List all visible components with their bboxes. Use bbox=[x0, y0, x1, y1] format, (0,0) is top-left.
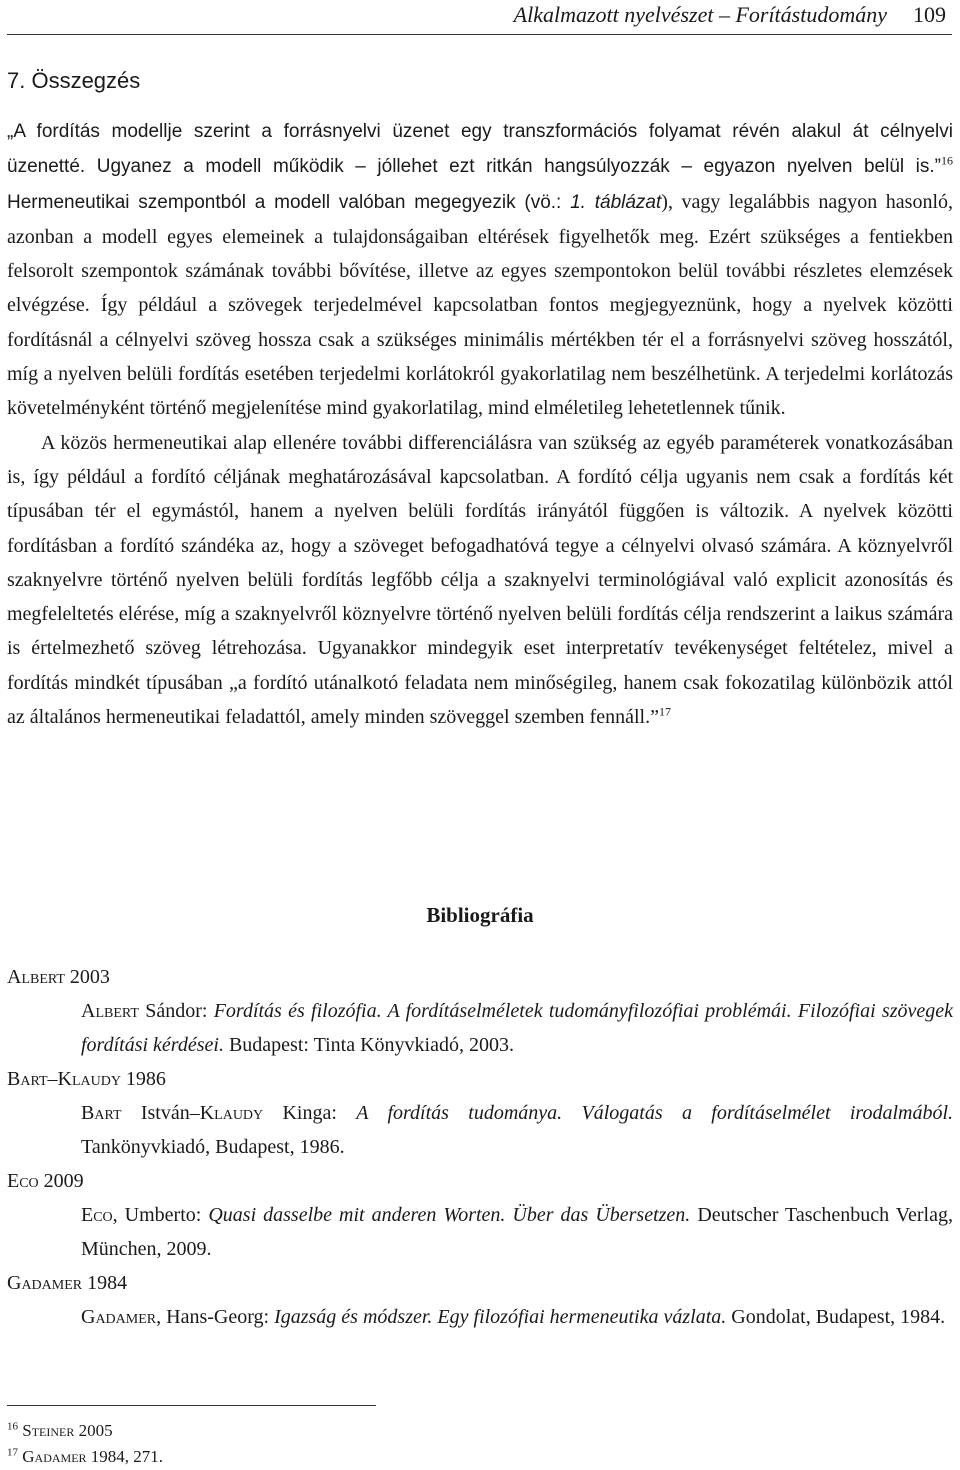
bib-entry-text bbox=[81, 1198, 953, 1266]
bib-entry bbox=[7, 1062, 953, 1164]
bib-entry bbox=[7, 960, 953, 1062]
bib-author-rest: Sándor: bbox=[138, 1000, 214, 1022]
footnote-16 bbox=[7, 1418, 163, 1444]
bibliography-list bbox=[7, 960, 953, 1334]
bib-entry bbox=[7, 1266, 953, 1334]
section-heading: 7. Összegzés bbox=[7, 68, 141, 93]
bib-title: Fordítás és filozófia. A fordításelméletek tudományfilozófiai problémái. Filozófiai szövegek fordítási kérdései. bbox=[81, 1000, 953, 1056]
bib-entry-text bbox=[81, 1096, 953, 1164]
table-reference: 1. táblázat bbox=[570, 191, 662, 213]
bib-publisher: Deutscher Taschenbuch Verlag, München, 2009. bbox=[81, 1204, 953, 1260]
bib-publisher: Budapest: Tinta Könyvkiadó, 2003. bbox=[223, 1034, 514, 1056]
footnote-text: Steiner 2005 bbox=[22, 1421, 113, 1440]
paragraph-1 bbox=[7, 114, 953, 426]
bibliography-heading: Bibliográfia bbox=[426, 903, 534, 927]
bib-title: A fordítás tudománya. Válogatás a fordításelmélet irodalmából. bbox=[356, 1102, 953, 1124]
footnote-rule bbox=[7, 1405, 376, 1406]
text-run: A közös hermeneutikai alap ellenére további differenciálásra van szükség az egyéb paraméterek vonatkozásában is, így például a fordító céljának meghatározásával kapcsolatban. A fordító célja ugyanis nem csak a fordítás két típusában tér el egymástól, hanem a nyelven belüli fordítás irányától függően is változik. A nyelvek közötti fordításban a fordító szándéka az, hogy a szöveget befogadhatóvá tegye a célnyelvi olvasó számára. A köznyelvről szaknyelvre történő nyelven belüli fordítás legfőbb célja a szaknyelvi terminológiával való explicit azonosítás és megfeleltetés elérése, míg a szaknyelvről köznyelvre történő nyelven belüli fordítás célja rendszerint a laikus számára is értelmezhető szöveg létrehozása. Ugyanakkor mindegyik eset interpretatív tevékenységet feltételez, mivel a fordítás mindkét típusában „a fordító utánalkotó feladata nem minőségileg, hanem csak fokozatilag különbözik attól az általános hermeneutikai feladattól, amely minden szöveggel szemben fennáll.” bbox=[7, 431, 953, 729]
bib-entry-key: Gadamer 1984 bbox=[7, 1272, 128, 1294]
text-run: Hermeneutikai szempontból a modell valóban megegyezik (vö.: bbox=[7, 191, 571, 213]
bib-author-rest: István– bbox=[121, 1102, 200, 1124]
bib-author-rest: , Hans-Georg: bbox=[156, 1306, 275, 1328]
quote-text: „A fordítás modellje szerint a forrásnyelvi üzenet egy transzformációs folyamat révén alakul át célnyelvi üzenetté. Ugyanez a modell működik – jóllehet ezt ritkán hangsúlyozzák – egyazon nyelven belül is.” bbox=[7, 121, 953, 178]
bib-author: Albert bbox=[81, 1000, 139, 1022]
footnote-17 bbox=[7, 1444, 163, 1470]
bib-title: Quasi dasselbe mit anderen Worten. Über das Übersetzen. bbox=[208, 1204, 691, 1226]
bib-entry bbox=[7, 1164, 953, 1266]
footnote-ref-17[interactable]: 17 bbox=[658, 704, 671, 719]
bib-entry-key: Bart–Klaudy 1986 bbox=[7, 1068, 166, 1090]
bib-entry-key: Eco 2009 bbox=[7, 1170, 84, 1192]
bib-author: Klaudy bbox=[199, 1102, 264, 1124]
paragraph-2 bbox=[7, 426, 953, 735]
bib-author-rest: , Umberto: bbox=[112, 1204, 209, 1226]
bib-entry-key: Albert 2003 bbox=[7, 966, 110, 988]
footnote-number: 17 bbox=[7, 1446, 18, 1459]
bib-author: Bart bbox=[81, 1102, 122, 1124]
bib-publisher: Gondolat, Budapest, 1984. bbox=[726, 1306, 946, 1328]
footnote-number: 16 bbox=[7, 1420, 18, 1433]
running-header bbox=[7, 2, 946, 32]
footnote-text: Gadamer 1984, 271. bbox=[22, 1447, 164, 1466]
bib-title: Igazság és módszer. Egy filozófiai hermeneutika vázlata. bbox=[274, 1306, 727, 1328]
bib-author: Eco bbox=[81, 1204, 113, 1226]
body-text bbox=[7, 114, 953, 734]
header-rule bbox=[7, 34, 952, 35]
text-run: ), vagy legalábbis nagyon hasonló, azonban a modell egyes elemeinek a tulajdonságaiban eltérések figyelhetők meg. Ezért szükséges a fentiekben felsorolt szempontok számának további bővítése, illetve az egyes szempontokon belül további részletes elemzések elvégzése. Így például a szövegek terjedelmével kapcsolatban fontos megjegyeznünk, hogy a nyelvek közötti fordításnál a célnyelvi szöveg hossza csak a szükséges minimális mértékben tér el a forrásnyelvi szöveg hosszától, míg a nyelven belüli fordítás esetében terjedelmi korlátokról gyakorlatilag nem beszélhetünk. A terjedelmi korlátozás követelményként történő megjelenítése mind gyakorlatilag, mind elméletileg lehetetlennek tűnik. bbox=[7, 190, 953, 420]
bib-entry-text bbox=[81, 1300, 953, 1334]
page-number: 109 bbox=[913, 2, 946, 27]
footnote-ref-16[interactable]: 16 bbox=[941, 153, 953, 168]
bib-publisher: Tankönyvkiadó, Budapest, 1986. bbox=[81, 1136, 345, 1158]
bib-entry-text bbox=[81, 994, 953, 1062]
footnotes bbox=[7, 1418, 163, 1470]
bib-author: Gadamer bbox=[81, 1306, 157, 1328]
bib-author-rest: Kinga: bbox=[263, 1102, 357, 1124]
running-header-title: Alkalmazott nyelvészet – Forítástudomány bbox=[513, 2, 887, 27]
